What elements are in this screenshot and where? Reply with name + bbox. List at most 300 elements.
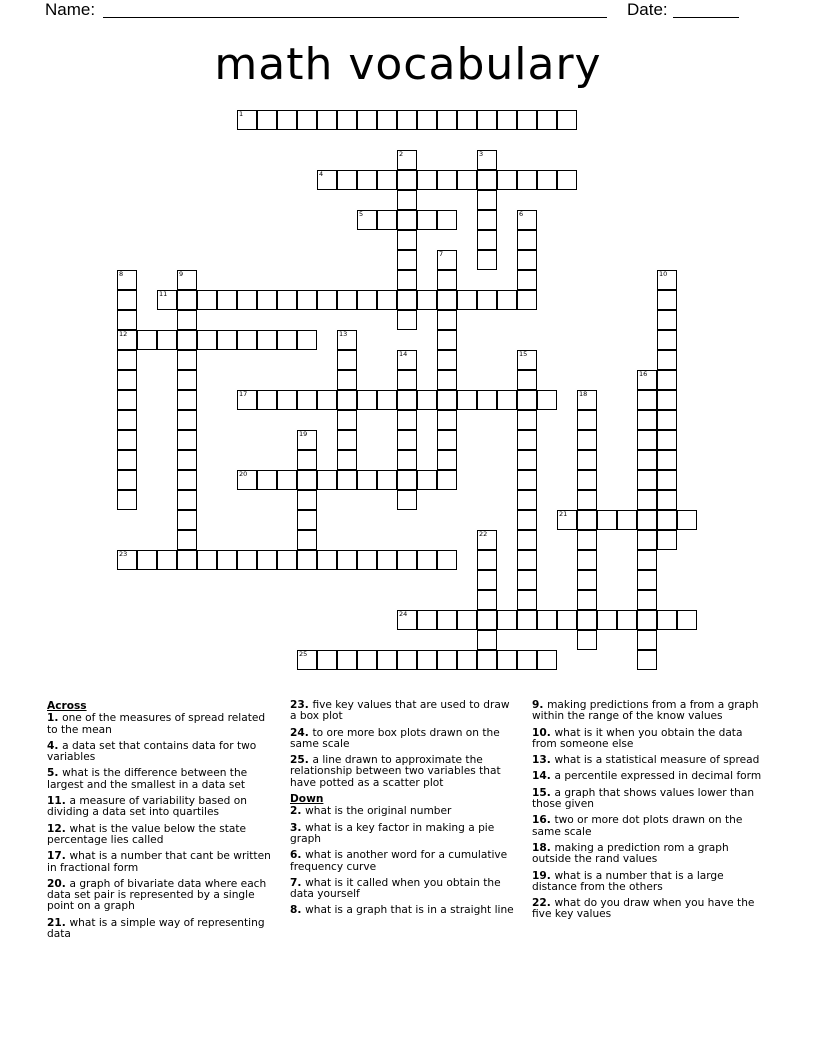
grid-cell[interactable] — [337, 390, 357, 410]
grid-cell[interactable] — [397, 490, 417, 510]
grid-cell[interactable] — [157, 290, 177, 310]
grid-cell[interactable] — [517, 250, 537, 270]
grid-cell[interactable] — [517, 390, 537, 410]
grid-cell[interactable] — [397, 310, 417, 330]
grid-cell[interactable] — [317, 650, 337, 670]
grid-cell[interactable] — [437, 170, 457, 190]
grid-cell[interactable] — [477, 590, 497, 610]
grid-cell[interactable] — [357, 470, 377, 490]
grid-cell[interactable] — [517, 450, 537, 470]
clue-num: 10 — [532, 726, 547, 739]
grid-cell[interactable] — [397, 270, 417, 290]
grid-cell[interactable] — [297, 450, 317, 470]
grid-cell[interactable] — [677, 510, 697, 530]
grid-cell[interactable] — [337, 370, 357, 390]
grid-cell[interactable] — [657, 330, 677, 350]
grid-cell[interactable] — [197, 290, 217, 310]
down-clue: 6. what is another word for a cumulative frequency curve — [290, 849, 508, 873]
grid-cell[interactable] — [177, 510, 197, 530]
grid-cell[interactable] — [337, 290, 357, 310]
grid-cell[interactable] — [237, 330, 257, 350]
grid-cell[interactable] — [297, 390, 317, 410]
grid-cell[interactable] — [517, 430, 537, 450]
grid-cell[interactable] — [317, 290, 337, 310]
grid-cell[interactable] — [577, 510, 597, 530]
grid-cell[interactable] — [337, 170, 357, 190]
grid-cell[interactable] — [637, 430, 657, 450]
grid-cell[interactable] — [297, 430, 317, 450]
grid-cell[interactable] — [437, 290, 457, 310]
grid-cell[interactable] — [577, 490, 597, 510]
clue-text: what is the original number — [305, 805, 452, 818]
grid-cell[interactable] — [557, 110, 577, 130]
grid-cell[interactable] — [257, 290, 277, 310]
grid-cell[interactable] — [417, 110, 437, 130]
grid-cell[interactable] — [497, 110, 517, 130]
grid-cell[interactable] — [377, 650, 397, 670]
grid-cell[interactable] — [557, 170, 577, 190]
grid-cell[interactable] — [477, 150, 497, 170]
grid-cell[interactable] — [337, 410, 357, 430]
grid-cell[interactable] — [577, 610, 597, 630]
grid-cell[interactable] — [117, 270, 137, 290]
grid-cell[interactable] — [457, 290, 477, 310]
clue-num: 13 — [532, 754, 547, 767]
grid-cell[interactable] — [577, 630, 597, 650]
grid-cell[interactable] — [317, 110, 337, 130]
clue-text: what is a graph that is in a straight line — [305, 904, 514, 917]
grid-cell[interactable] — [397, 290, 417, 310]
grid-cell[interactable] — [237, 550, 257, 570]
grid-cell[interactable] — [337, 350, 357, 370]
grid-cell[interactable] — [297, 110, 317, 130]
clue-num: 9 — [532, 699, 540, 711]
grid-cell[interactable] — [437, 430, 457, 450]
clue-number: 2 — [399, 150, 404, 158]
grid-cell[interactable] — [517, 570, 537, 590]
grid-cell[interactable] — [357, 170, 377, 190]
grid-cell[interactable] — [657, 430, 677, 450]
grid-cell[interactable] — [637, 630, 657, 650]
grid-cell[interactable] — [397, 430, 417, 450]
grid-cell[interactable] — [637, 610, 657, 630]
grid-cell[interactable] — [657, 610, 677, 630]
grid-cell[interactable] — [637, 410, 657, 430]
clue-text: a measure of variability based on dividing a data set into quartiles — [47, 795, 247, 819]
grid-cell[interactable] — [577, 450, 597, 470]
grid-cell[interactable] — [257, 550, 277, 570]
grid-cell[interactable] — [117, 290, 137, 310]
clue-text: making predictions from a from a graph within the range of the know values — [532, 699, 759, 723]
grid-cell[interactable] — [117, 470, 137, 490]
grid-cell[interactable] — [217, 290, 237, 310]
grid-cell[interactable] — [417, 610, 437, 630]
clue-num: 6 — [290, 849, 298, 862]
grid-cell[interactable] — [117, 390, 137, 410]
grid-cell[interactable] — [417, 290, 437, 310]
grid-cell[interactable] — [517, 270, 537, 290]
clue-number: 10 — [659, 270, 668, 278]
grid-cell[interactable] — [397, 410, 417, 430]
grid-cell[interactable] — [177, 310, 197, 330]
grid-cell[interactable] — [257, 470, 277, 490]
grid-cell[interactable] — [517, 590, 537, 610]
grid-cell[interactable] — [377, 210, 397, 230]
grid-cell[interactable] — [557, 610, 577, 630]
grid-cell[interactable] — [477, 210, 497, 230]
grid-cell[interactable] — [477, 630, 497, 650]
grid-cell[interactable] — [277, 390, 297, 410]
grid-cell[interactable] — [357, 650, 377, 670]
grid-cell[interactable] — [617, 610, 637, 630]
grid-cell[interactable] — [637, 530, 657, 550]
grid-cell[interactable] — [117, 350, 137, 370]
grid-cell[interactable] — [317, 470, 337, 490]
clue-text: what is a number that cant be written in fractional form — [47, 850, 271, 874]
grid-cell[interactable] — [237, 470, 257, 490]
grid-cell[interactable] — [517, 470, 537, 490]
grid-cell[interactable] — [117, 430, 137, 450]
grid-cell[interactable] — [497, 650, 517, 670]
grid-cell[interactable] — [457, 390, 477, 410]
grid-cell[interactable] — [177, 470, 197, 490]
grid-cell[interactable] — [397, 210, 417, 230]
grid-cell[interactable] — [517, 410, 537, 430]
grid-cell[interactable] — [397, 230, 417, 250]
grid-cell[interactable] — [477, 610, 497, 630]
grid-cell[interactable] — [117, 310, 137, 330]
grid-cell[interactable] — [457, 610, 477, 630]
grid-cell[interactable] — [297, 650, 317, 670]
grid-cell[interactable] — [457, 650, 477, 670]
grid-cell[interactable] — [117, 370, 137, 390]
grid-cell[interactable] — [437, 450, 457, 470]
grid-cell[interactable] — [397, 250, 417, 270]
grid-cell[interactable] — [437, 410, 457, 430]
down-clue: 2. what is the original number — [290, 805, 452, 818]
grid-cell[interactable] — [477, 390, 497, 410]
grid-cell[interactable] — [177, 410, 197, 430]
clue-num: 3 — [290, 821, 298, 834]
grid-cell[interactable] — [437, 210, 457, 230]
grid-cell[interactable] — [477, 530, 497, 550]
across-clue: 23. five key values that are used to draw a box plot — [290, 699, 510, 723]
grid-cell[interactable] — [417, 390, 437, 410]
grid-cell[interactable] — [657, 470, 677, 490]
grid-cell[interactable] — [197, 330, 217, 350]
grid-cell[interactable] — [657, 410, 677, 430]
grid-cell[interactable] — [117, 450, 137, 470]
clue-text: what is a number that is a large distance from the others — [532, 869, 724, 893]
grid-cell[interactable] — [517, 110, 537, 130]
grid-cell[interactable] — [637, 450, 657, 470]
clue-num: 1 — [47, 712, 55, 725]
grid-cell[interactable] — [577, 550, 597, 570]
grid-cell[interactable] — [477, 230, 497, 250]
grid-cell[interactable] — [237, 290, 257, 310]
grid-cell[interactable] — [177, 330, 197, 350]
grid-cell[interactable] — [277, 550, 297, 570]
clue-text: what is the difference between the largest and the smallest in a data set — [47, 767, 248, 791]
grid-cell[interactable] — [297, 290, 317, 310]
grid-cell[interactable] — [637, 510, 657, 530]
grid-cell[interactable] — [517, 610, 537, 630]
grid-cell[interactable] — [657, 450, 677, 470]
grid-cell[interactable] — [477, 650, 497, 670]
grid-cell[interactable] — [397, 350, 417, 370]
grid-cell[interactable] — [277, 470, 297, 490]
grid-cell[interactable] — [177, 550, 197, 570]
grid-cell[interactable] — [437, 390, 457, 410]
grid-cell[interactable] — [517, 550, 537, 570]
clue-num: 4 — [47, 739, 55, 752]
grid-cell[interactable] — [477, 110, 497, 130]
grid-cell[interactable] — [377, 390, 397, 410]
grid-cell[interactable] — [537, 110, 557, 130]
grid-cell[interactable] — [337, 550, 357, 570]
grid-cell[interactable] — [577, 570, 597, 590]
grid-cell[interactable] — [397, 470, 417, 490]
grid-cell[interactable] — [637, 550, 657, 570]
clue-number: 1 — [239, 110, 244, 118]
grid-cell[interactable] — [517, 350, 537, 370]
grid-cell[interactable] — [477, 550, 497, 570]
grid-cell[interactable] — [437, 110, 457, 130]
grid-cell[interactable] — [637, 390, 657, 410]
grid-cell[interactable] — [397, 190, 417, 210]
grid-cell[interactable] — [177, 430, 197, 450]
grid-cell[interactable] — [117, 410, 137, 430]
grid-cell[interactable] — [417, 650, 437, 670]
grid-cell[interactable] — [517, 210, 537, 230]
grid-cell[interactable] — [397, 110, 417, 130]
grid-cell[interactable] — [397, 150, 417, 170]
grid-cell[interactable] — [637, 650, 657, 670]
grid-cell[interactable] — [437, 470, 457, 490]
grid-cell[interactable] — [577, 430, 597, 450]
grid-cell[interactable] — [297, 510, 317, 530]
clues-column-right — [532, 700, 770, 926]
grid-cell[interactable] — [657, 290, 677, 310]
grid-cell[interactable] — [497, 610, 517, 630]
grid-cell[interactable] — [177, 450, 197, 470]
clue-number: 16 — [639, 370, 648, 378]
grid-cell[interactable] — [457, 110, 477, 130]
grid-cell[interactable] — [357, 550, 377, 570]
grid-cell[interactable] — [417, 170, 437, 190]
grid-cell[interactable] — [357, 210, 377, 230]
clue-number: 22 — [479, 530, 488, 538]
grid-cell[interactable] — [577, 470, 597, 490]
grid-cell[interactable] — [637, 490, 657, 510]
clue-num: 23 — [290, 699, 305, 711]
clue-num: 20 — [47, 877, 62, 890]
across-heading: Across — [47, 700, 87, 712]
grid-cell[interactable] — [337, 650, 357, 670]
grid-cell[interactable] — [477, 170, 497, 190]
grid-cell[interactable] — [497, 290, 517, 310]
grid-cell[interactable] — [117, 490, 137, 510]
grid-cell[interactable] — [277, 330, 297, 350]
grid-cell[interactable] — [437, 650, 457, 670]
grid-cell[interactable] — [437, 250, 457, 270]
grid-cell[interactable] — [637, 470, 657, 490]
across-clue: 24. to ore more box plots drawn on the same scale — [290, 726, 500, 750]
grid-cell[interactable] — [137, 550, 157, 570]
puzzle-title: math vocabulary — [214, 39, 602, 90]
grid-cell[interactable] — [517, 530, 537, 550]
grid-cell[interactable] — [657, 510, 677, 530]
grid-cell[interactable] — [317, 170, 337, 190]
grid-cell[interactable] — [577, 530, 597, 550]
grid-cell[interactable] — [337, 110, 357, 130]
grid-cell[interactable] — [377, 290, 397, 310]
grid-cell[interactable] — [397, 650, 417, 670]
grid-cell[interactable] — [477, 570, 497, 590]
grid-cell[interactable] — [377, 170, 397, 190]
grid-cell[interactable] — [397, 170, 417, 190]
grid-cell[interactable] — [297, 330, 317, 350]
grid-cell[interactable] — [177, 290, 197, 310]
clue-text: what is a simple way of representing data — [47, 916, 265, 941]
grid-cell[interactable] — [517, 230, 537, 250]
grid-cell[interactable] — [517, 170, 537, 190]
grid-cell[interactable] — [397, 390, 417, 410]
grid-cell[interactable] — [357, 390, 377, 410]
grid-cell[interactable] — [117, 330, 137, 350]
grid-cell[interactable] — [257, 330, 277, 350]
grid-cell[interactable] — [157, 330, 177, 350]
grid-cell[interactable] — [577, 390, 597, 410]
grid-cell[interactable] — [277, 290, 297, 310]
grid-cell[interactable] — [117, 550, 137, 570]
grid-cell[interactable] — [257, 110, 277, 130]
grid-cell[interactable] — [637, 570, 657, 590]
grid-cell[interactable] — [437, 270, 457, 290]
grid-cell[interactable] — [657, 390, 677, 410]
grid-cell[interactable] — [337, 450, 357, 470]
grid-cell[interactable] — [517, 650, 537, 670]
grid-cell[interactable] — [297, 530, 317, 550]
grid-cell[interactable] — [477, 250, 497, 270]
grid-cell[interactable] — [417, 470, 437, 490]
grid-cell[interactable] — [517, 490, 537, 510]
grid-cell[interactable] — [537, 390, 557, 410]
grid-cell[interactable] — [497, 390, 517, 410]
grid-cell[interactable] — [417, 210, 437, 230]
grid-cell[interactable] — [197, 550, 217, 570]
grid-cell[interactable] — [637, 590, 657, 610]
grid-cell[interactable] — [457, 170, 477, 190]
grid-cell[interactable] — [577, 410, 597, 430]
grid-cell[interactable] — [497, 170, 517, 190]
grid-cell[interactable] — [377, 110, 397, 130]
grid-cell[interactable] — [317, 550, 337, 570]
grid-cell[interactable] — [477, 190, 497, 210]
grid-cell[interactable] — [557, 510, 577, 530]
grid-cell[interactable] — [617, 510, 637, 530]
grid-cell[interactable] — [137, 330, 157, 350]
clue-number: 5 — [359, 210, 364, 218]
grid-cell[interactable] — [337, 330, 357, 350]
grid-cell[interactable] — [177, 530, 197, 550]
grid-cell[interactable] — [597, 510, 617, 530]
down-clue: 19. what is a number that is a large distance from the others — [532, 869, 724, 893]
grid-cell[interactable] — [517, 290, 537, 310]
down-clue: 10. what is it when you obtain the data from someone else — [532, 726, 743, 750]
grid-cell[interactable] — [297, 490, 317, 510]
grid-cell[interactable] — [537, 650, 557, 670]
grid-cell[interactable] — [657, 530, 677, 550]
grid-cell[interactable] — [657, 270, 677, 290]
grid-cell[interactable] — [377, 470, 397, 490]
grid-cell[interactable] — [277, 110, 297, 130]
grid-cell[interactable] — [657, 370, 677, 390]
grid-cell[interactable] — [437, 330, 457, 350]
grid-cell[interactable] — [157, 550, 177, 570]
grid-cell[interactable] — [657, 310, 677, 330]
grid-cell[interactable] — [297, 470, 317, 490]
grid-cell[interactable] — [177, 390, 197, 410]
grid-cell[interactable] — [317, 390, 337, 410]
grid-cell[interactable] — [437, 350, 457, 370]
across-clue: 4. a data set that contains data for two variables — [47, 739, 257, 764]
grid-cell[interactable] — [417, 550, 437, 570]
grid-cell[interactable] — [477, 290, 497, 310]
clue-number: 19 — [299, 430, 308, 438]
grid-cell[interactable] — [297, 550, 317, 570]
clue-text: a data set that contains data for two variables — [47, 739, 257, 764]
grid-cell[interactable] — [177, 350, 197, 370]
grid-cell[interactable] — [177, 270, 197, 290]
grid-cell[interactable] — [237, 390, 257, 410]
grid-cell[interactable] — [397, 450, 417, 470]
clue-number: 8 — [119, 270, 124, 278]
grid-cell[interactable] — [657, 490, 677, 510]
grid-cell[interactable] — [177, 490, 197, 510]
grid-cell[interactable] — [337, 470, 357, 490]
grid-cell[interactable] — [517, 370, 537, 390]
grid-cell[interactable] — [177, 370, 197, 390]
across-clue: 5. what is the difference between the largest and the smallest in a data set — [47, 767, 248, 791]
grid-cell[interactable] — [257, 390, 277, 410]
down-clue: 16. two or more dot plots drawn on the same scale — [532, 814, 743, 838]
clue-num: 24 — [290, 726, 305, 739]
grid-cell[interactable] — [217, 330, 237, 350]
grid-cell[interactable] — [237, 110, 257, 130]
grid-cell[interactable] — [537, 610, 557, 630]
grid-cell[interactable] — [517, 510, 537, 530]
grid-cell[interactable] — [437, 310, 457, 330]
grid-cell[interactable] — [437, 610, 457, 630]
grid-cell[interactable] — [337, 430, 357, 450]
grid-cell[interactable] — [397, 370, 417, 390]
grid-cell[interactable] — [577, 590, 597, 610]
grid-cell[interactable] — [217, 550, 237, 570]
grid-cell[interactable] — [537, 170, 557, 190]
grid-cell[interactable] — [397, 610, 417, 630]
grid-cell[interactable] — [437, 370, 457, 390]
grid-cell[interactable] — [437, 550, 457, 570]
grid-cell[interactable] — [377, 550, 397, 570]
grid-cell[interactable] — [357, 110, 377, 130]
grid-cell[interactable] — [677, 610, 697, 630]
grid-cell[interactable] — [637, 370, 657, 390]
grid-cell[interactable] — [397, 550, 417, 570]
grid-cell[interactable] — [357, 290, 377, 310]
grid-cell[interactable] — [657, 350, 677, 370]
grid-cell[interactable] — [597, 610, 617, 630]
